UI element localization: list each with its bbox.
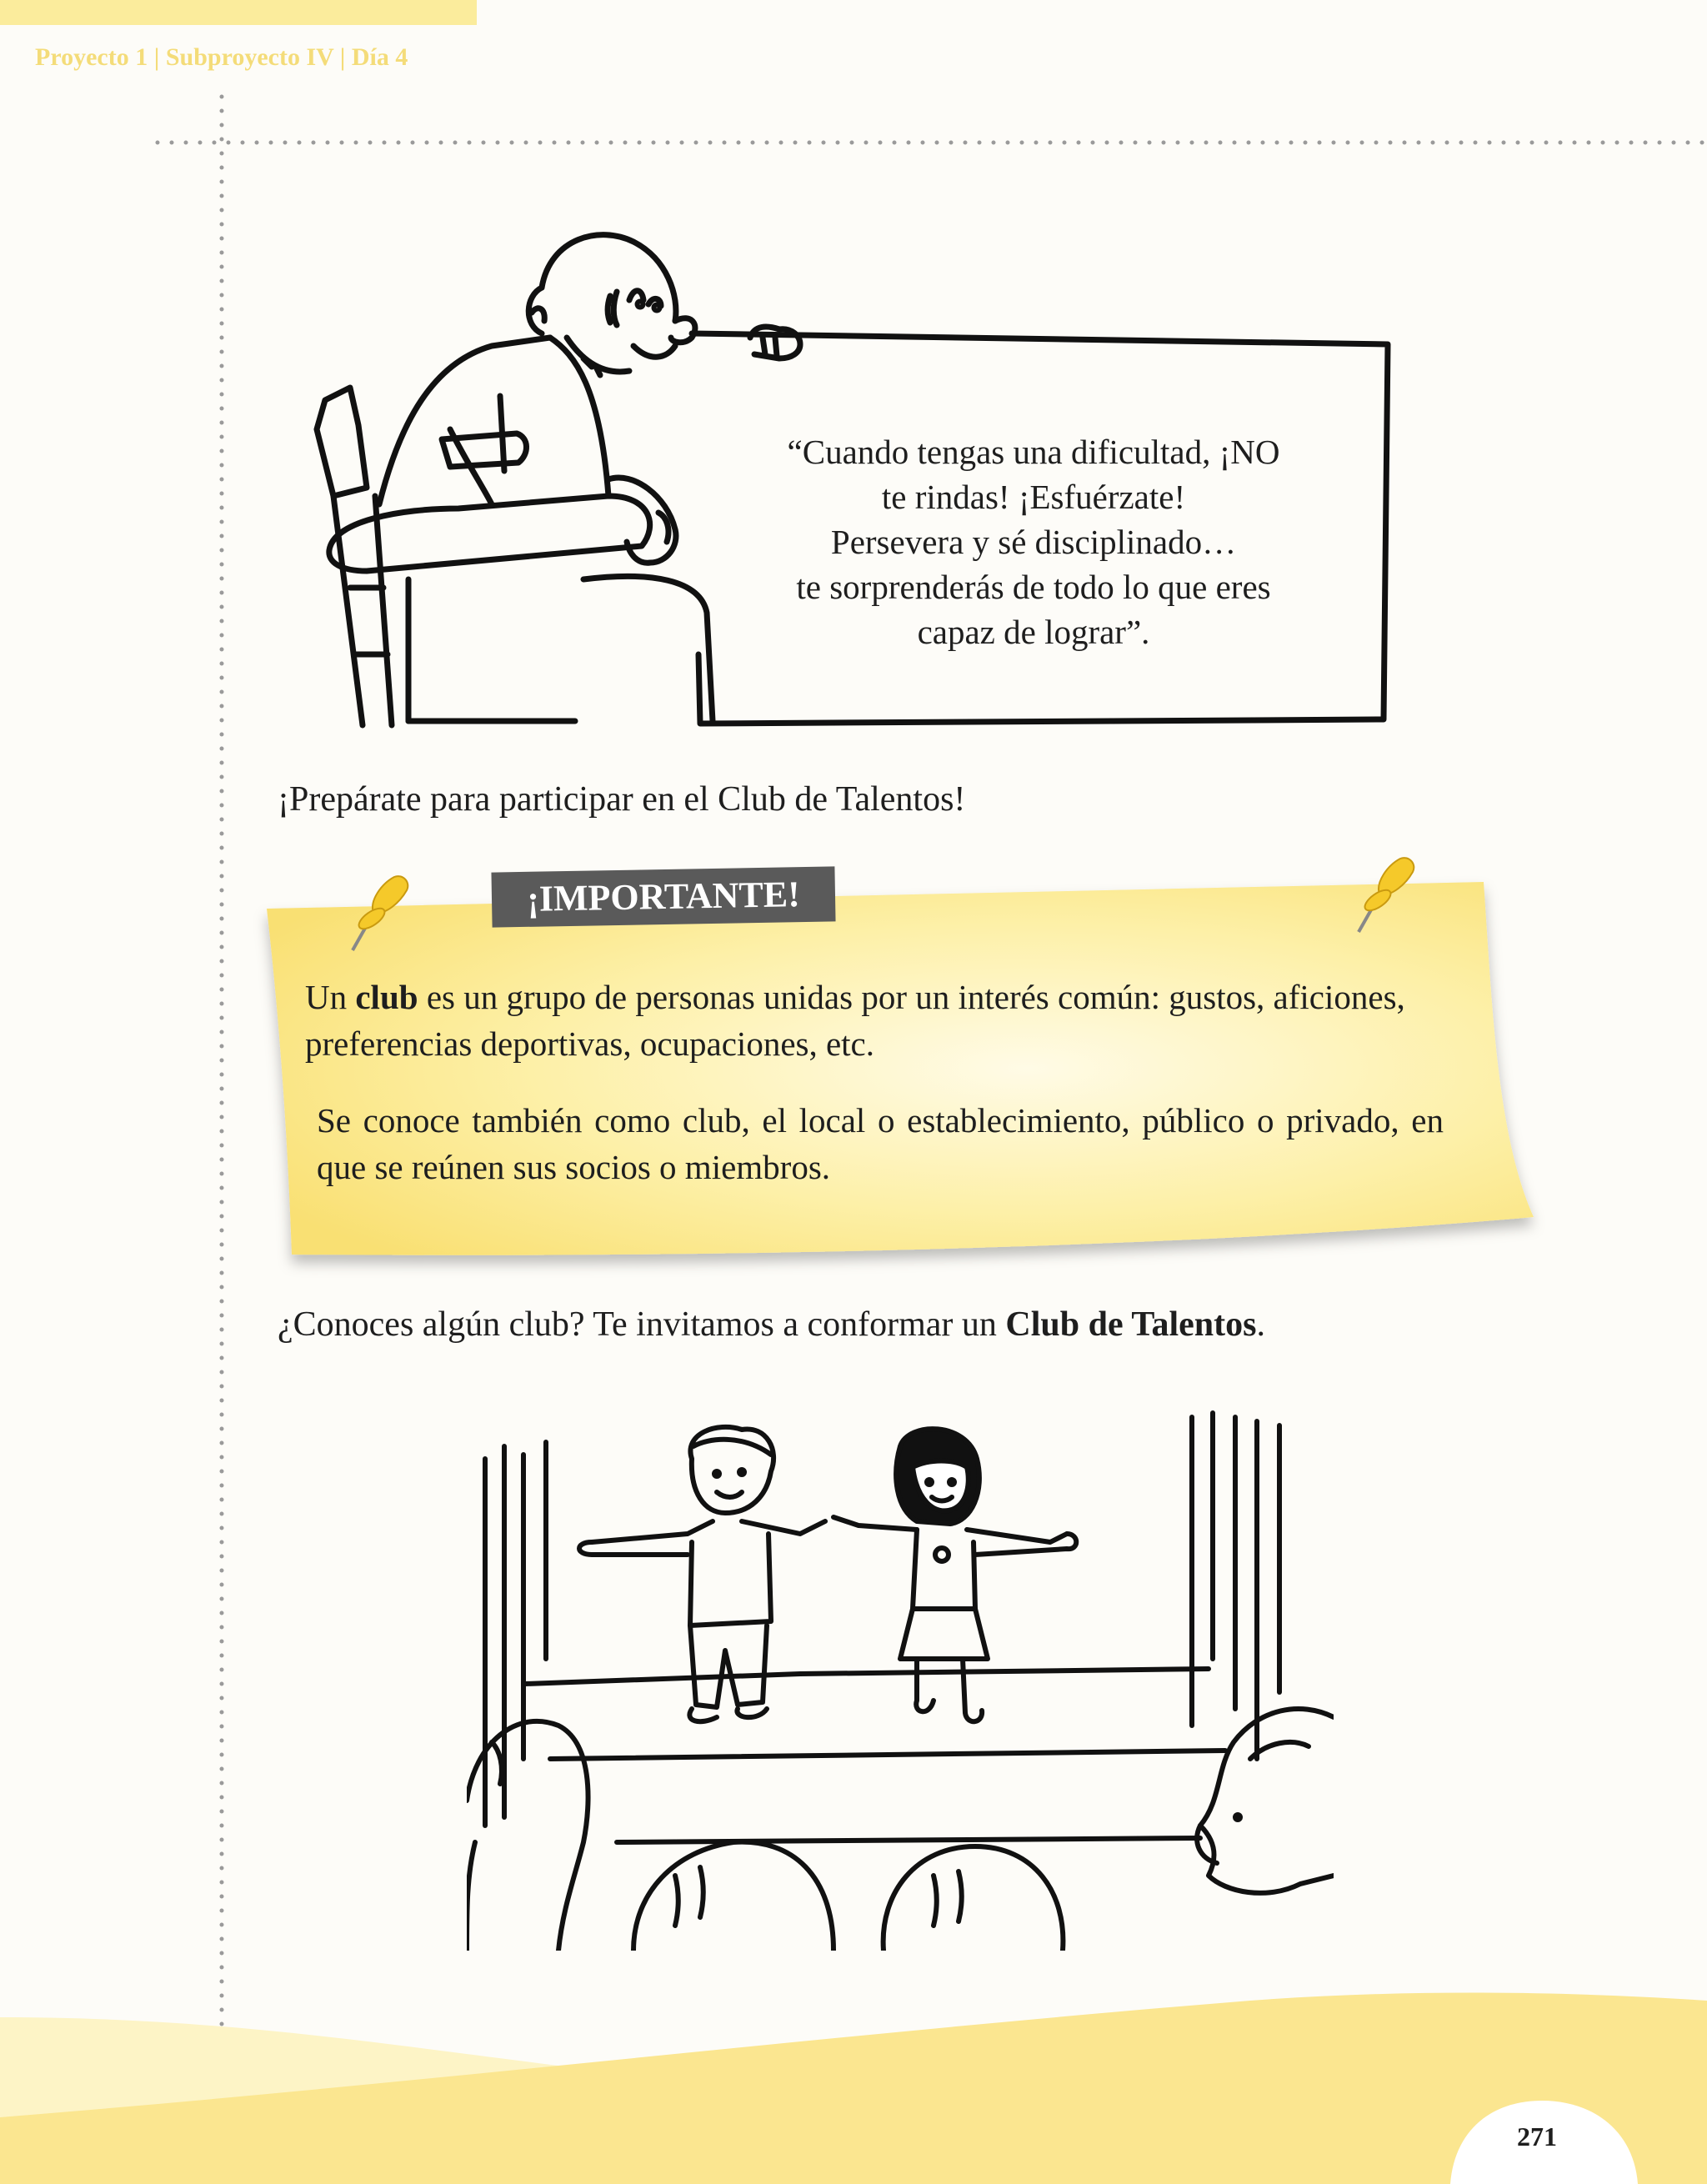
bottom-decorative-wave xyxy=(0,1984,1707,2184)
intro-sentence: ¡Prepárate para participar en el Club de Talentos! xyxy=(278,780,966,819)
quote-line: capaz de lograr”. xyxy=(917,613,1150,651)
club-name: Club de Talentos xyxy=(1005,1305,1257,1344)
definition-keyword: club xyxy=(355,978,418,1016)
horizontal-dotted-divider xyxy=(154,139,1707,146)
breadcrumb: Proyecto 1 | Subproyecto IV | Día 4 xyxy=(35,43,408,71)
invitation-sentence xyxy=(278,1305,1265,1345)
important-label: ¡IMPORTANTE! xyxy=(491,866,835,927)
vertical-dotted-divider xyxy=(218,93,225,2184)
definition-text: Un xyxy=(305,978,356,1016)
quote-line: “Cuando tengas una dificultad, ¡NO xyxy=(787,433,1280,471)
invitation-text: ¿Conoces algún club? Te invitamos a conformar un xyxy=(278,1305,1006,1344)
stage-performance-illustration xyxy=(467,1409,1334,1951)
definition-text: es un grupo de personas unidas por un interés común: gustos, aficiones, preferencias deportivas, ocupaciones, etc. xyxy=(305,978,1405,1063)
pushpin-icon xyxy=(1354,849,1421,940)
club-alt-definition: Se conoce también como club, el local o establecimiento, público o privado, en que se reúnen sus socios o miembros. xyxy=(317,1101,1444,1186)
quote-line: Persevera y sé disciplinado… xyxy=(830,523,1237,561)
page-number: 271 xyxy=(1517,2121,1557,2151)
club-definition xyxy=(305,974,1447,1067)
invitation-text: . xyxy=(1256,1305,1265,1344)
pushpin-icon xyxy=(348,867,415,959)
quote-line: te sorprenderás de todo lo que eres xyxy=(796,568,1271,606)
motivational-quote xyxy=(725,429,1342,654)
quote-line: te rindas! ¡Esfuérzate! xyxy=(881,478,1186,516)
top-accent-bar xyxy=(0,0,477,25)
